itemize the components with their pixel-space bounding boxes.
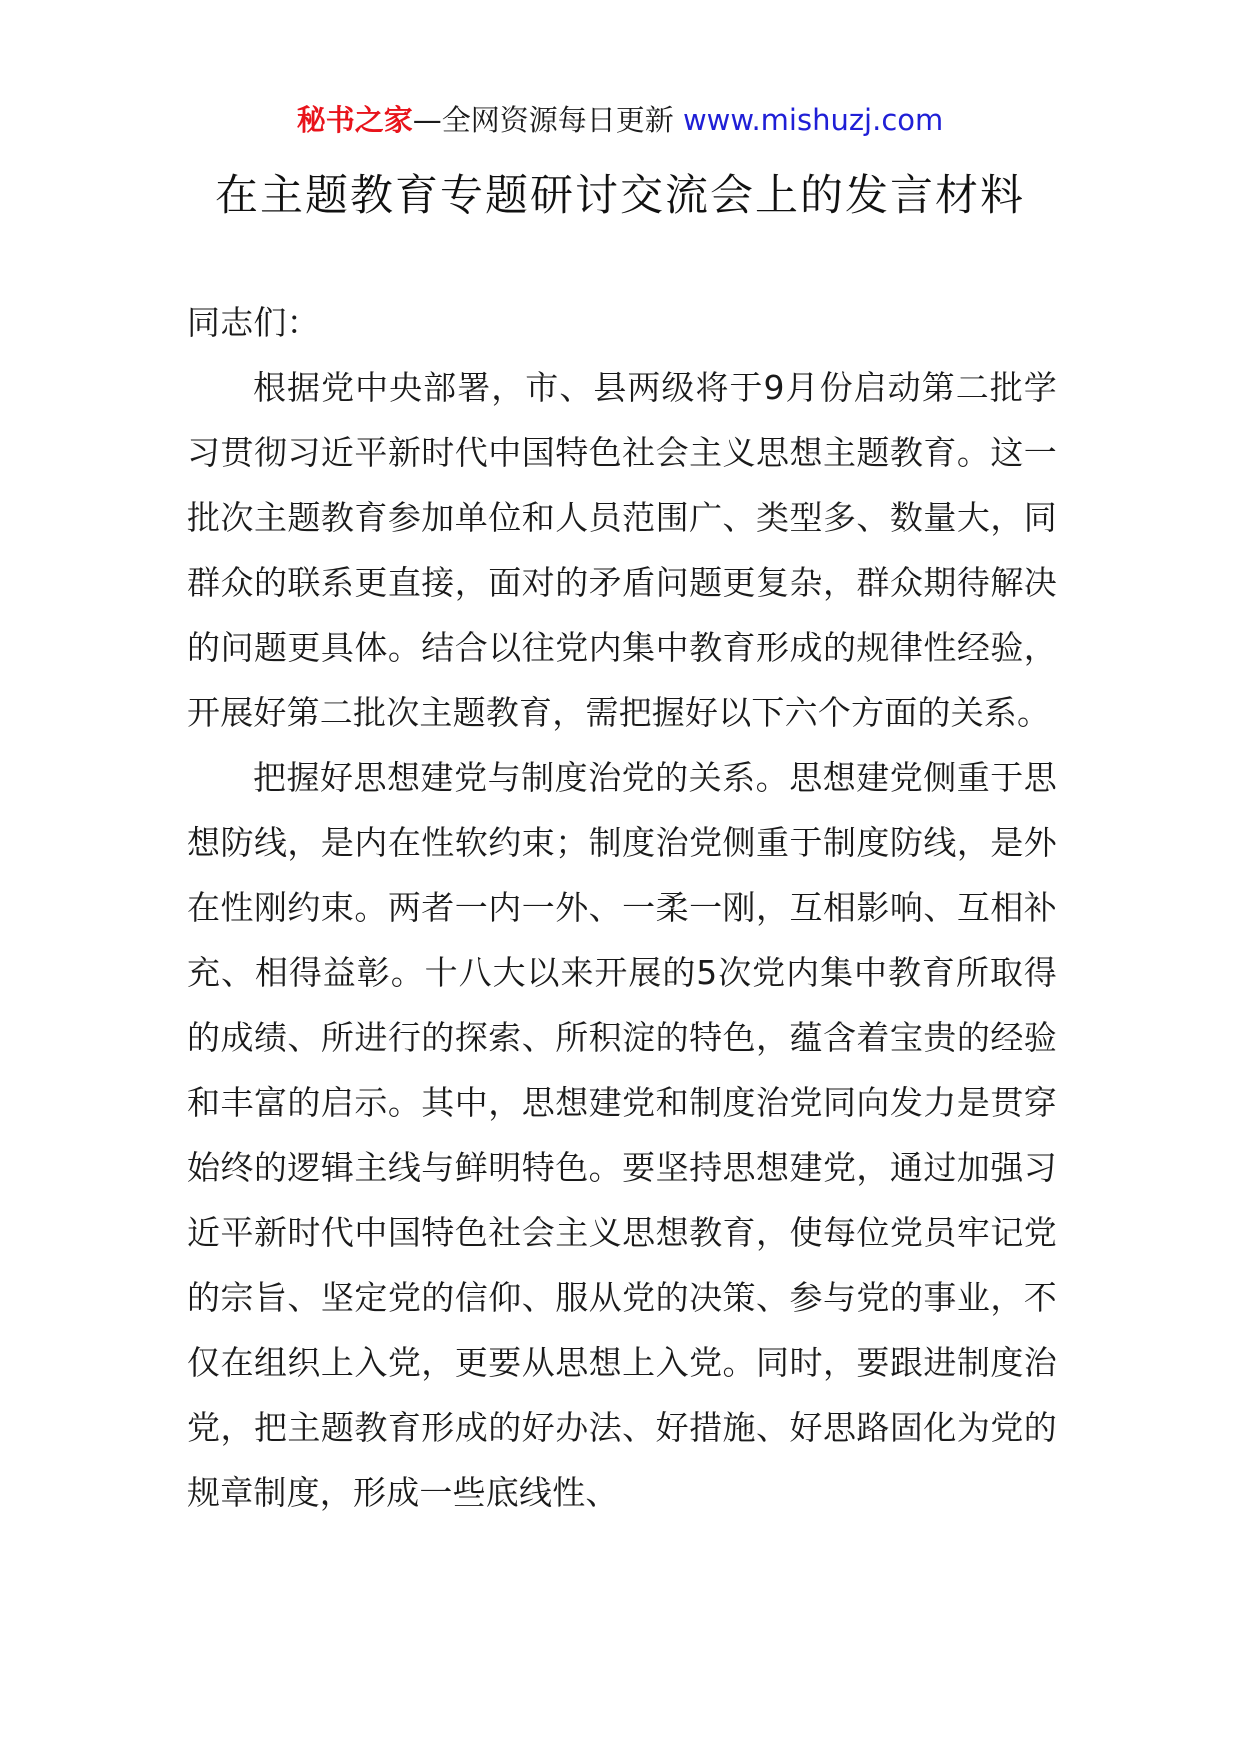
paragraph-intro: 根据党中央部署，市、县两级将于9月份启动第二批学习贯彻习近平新时代中国特色社会主义思想主题教育。这一批次主题教育参加单位和人员范围广、类型多、数量大，同群众的联系更直接，面对的矛盾问题更复杂，群众期待解决的问题更具体。结合以往党内集中教育形成的规律性经验，开展好第二批次主题教育，需把握好以下六个方面的关系。: [187, 368, 1057, 732]
site-brand: 秘书之家: [296, 103, 413, 137]
site-url-link[interactable]: www.mishuzj.com: [682, 103, 944, 137]
document-body: [187, 290, 1057, 1525]
document-title: 在主题教育专题研讨交流会上的发言材料: [215, 171, 1025, 221]
salutation: 同志们：: [187, 303, 320, 342]
site-tagline: —全网资源每日更新: [412, 103, 683, 137]
site-header: [0, 100, 1240, 140]
paragraph-thought-and-system: 把握好思想建党与制度治党的关系。思想建党侧重于思想防线，是内在性软约束；制度治党侧重于制度防线，是外在性刚约束。两者一内一外、一柔一刚，互相影响、互相补充、相得益彰。十八大以来开展的5次党内集中教育所取得的成绩、所进行的探索、所积淀的特色，蕴含着宝贵的经验和丰富的启示。其中，思想建党和制度治党同向发力是贯穿始终的逻辑主线与鲜明特色。要坚持思想建党，通过加强习近平新时代中国特色社会主义思想教育，使每位党员牢记党的宗旨、坚定党的信仰、服从党的决策、参与党的事业，不仅在组织上入党，更要从思想上入党。同时，要跟进制度治党，把主题教育形成的好办法、好措施、好思路固化为党的规章制度，形成一些底线性、: [187, 758, 1057, 1512]
